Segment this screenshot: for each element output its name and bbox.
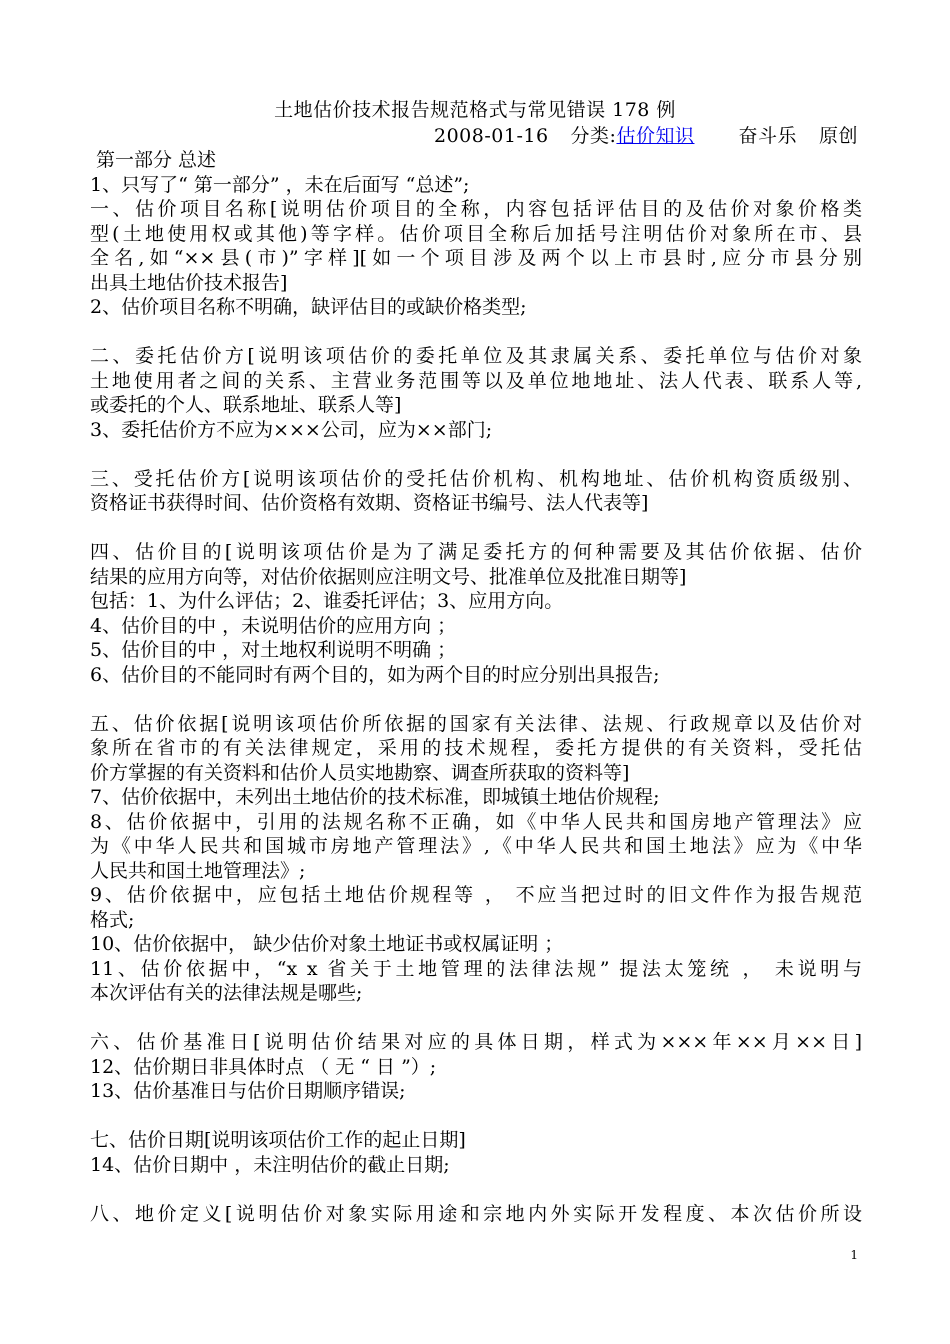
text-line: 象所在省市的有关法律规定，采用的技术规程，委托方提供的有关资料，受托估 [90, 737, 862, 759]
post-date: 2008-01-16 [434, 125, 549, 147]
text-line: 八、地价定义[说明估价对象实际用途和宗地内外实际开发程度、本次估价所设 [90, 1202, 862, 1225]
blank-line [90, 687, 862, 712]
text-line: 为《中华人民共和国城市房地产管理法》,《中华人民共和国土地法》应为《中华 [90, 835, 862, 857]
category-label: 分类: [570, 125, 617, 147]
text-line: 9、估价依据中，应包括土地估价规程等 ， 不应当把过时的旧文件作为报告规范 [90, 884, 862, 906]
text-line: 三、受托估价方[说明该项估价的受托估价机构、机构地址、估价机构资质级别、 [90, 467, 862, 490]
text-line: 七、估价日期[说明该项估价工作的起止日期] [90, 1129, 466, 1151]
blank-line [90, 442, 862, 467]
text-line: 结果的应用方向等，对估价依据则应注明文号、批准单位及批准日期等] [90, 565, 687, 588]
blank-line [90, 1177, 862, 1202]
post-meta [434, 124, 858, 148]
text-line: 第一部分 总述 [96, 149, 217, 171]
text-line: 全名,如“××县(市)”字样][如一个项目涉及两个以上市县时,应分市县分别 [90, 247, 862, 269]
text-line: 人民共和国土地管理法》; [90, 859, 306, 882]
text-line: 二、委托估价方[说明该项估价的委托单位及其隶属关系、委托单位与估价对象 [90, 345, 862, 367]
text-line: 价方掌握的有关资料和估价人员实地勘察、调查所获取的资料等] [90, 761, 630, 784]
text-line: 本次评估有关的法律法规是哪些; [90, 982, 363, 1004]
text-line: 13、估价基准日与估价日期顺序错误; [90, 1080, 406, 1102]
text-line: 四、估价目的[说明该项估价是为了满足委托方的何种需要及其估价依据、估价 [90, 541, 862, 563]
text-line: 或委托的个人、联系地址、联系人等] [90, 394, 402, 416]
text-line: 包括：1、为什么评估；2、谁委托评估；3、应用方向。 [90, 590, 564, 612]
document-body [90, 148, 862, 1226]
text-line: 一、估价项目名称[说明估价项目的全称，内容包括评估目的及估价对象价格类 [90, 198, 862, 220]
text-line: 资格证书获得时间、估价资格有效期、资格证书编号、法人代表等] [90, 492, 649, 514]
category-link[interactable]: 估价知识 [616, 125, 695, 147]
text-line: 10、估价依据中， 缺少估价对象土地证书或权属证明 ； [90, 933, 564, 955]
text-line: 1、只写了“ 第一部分” ，未在后面写 “总述”; [90, 173, 470, 196]
text-line: 4、估价目的中 ，未说明估价的应用方向 ； [90, 614, 457, 637]
text-line: 五、估价依据[说明该项估价所依据的国家有关法律、法规、行政规章以及估价对 [90, 712, 862, 735]
blank-line [90, 1104, 862, 1129]
text-line: 3、委托估价方不应为×××公司，应为××部门; [90, 418, 493, 441]
origin-label: 原创 [818, 125, 858, 147]
document-title: 土地估价技术报告规范格式与常见错误 178 例 [274, 99, 676, 121]
text-line: 8、估价依据中，引用的法规名称不正确，如《中华人民共和国房地产管理法》应 [90, 810, 862, 833]
text-line: 6、估价目的不能同时有两个目的，如为两个目的时应分别出具报告; [90, 663, 660, 686]
blank-line [90, 1006, 862, 1031]
text-line: 14、估价日期中 ，未注明估价的截止日期; [90, 1153, 450, 1176]
text-line: 六、估价基准日[说明估价结果对应的具体日期，样式为×××年××月××日] [90, 1031, 862, 1053]
author-name: 奋斗乐 [738, 125, 797, 147]
page-number: 1 [850, 1248, 858, 1262]
text-line: 5、估价目的中 ，对土地权利说明不明确 ； [90, 639, 457, 661]
text-line: 型(土地使用权或其他)等字样。估价项目全称后加括号注明估价对象所在市、县 [90, 222, 862, 245]
text-line: 出具土地估价技术报告] [90, 271, 288, 294]
text-line: 土地使用者之间的关系、主营业务范围等以及单位地地址、法人代表、联系人等, [90, 369, 862, 392]
text-line: 格式; [90, 908, 135, 931]
text-line: 2、估价项目名称不明确，缺评估目的或缺价格类型; [90, 296, 527, 318]
blank-line [90, 320, 862, 345]
text-line: 12、估价期日非具体时点 （ 无 “ 日 ”）; [90, 1055, 437, 1078]
text-line: 11、估价依据中，“x x 省关于土地管理的法律法规” 提法太笼统 ， 未说明与 [90, 957, 862, 980]
blank-line [90, 516, 862, 541]
text-line: 7、估价依据中，未列出土地估价的技术标准，即城镇土地估价规程; [90, 786, 660, 808]
